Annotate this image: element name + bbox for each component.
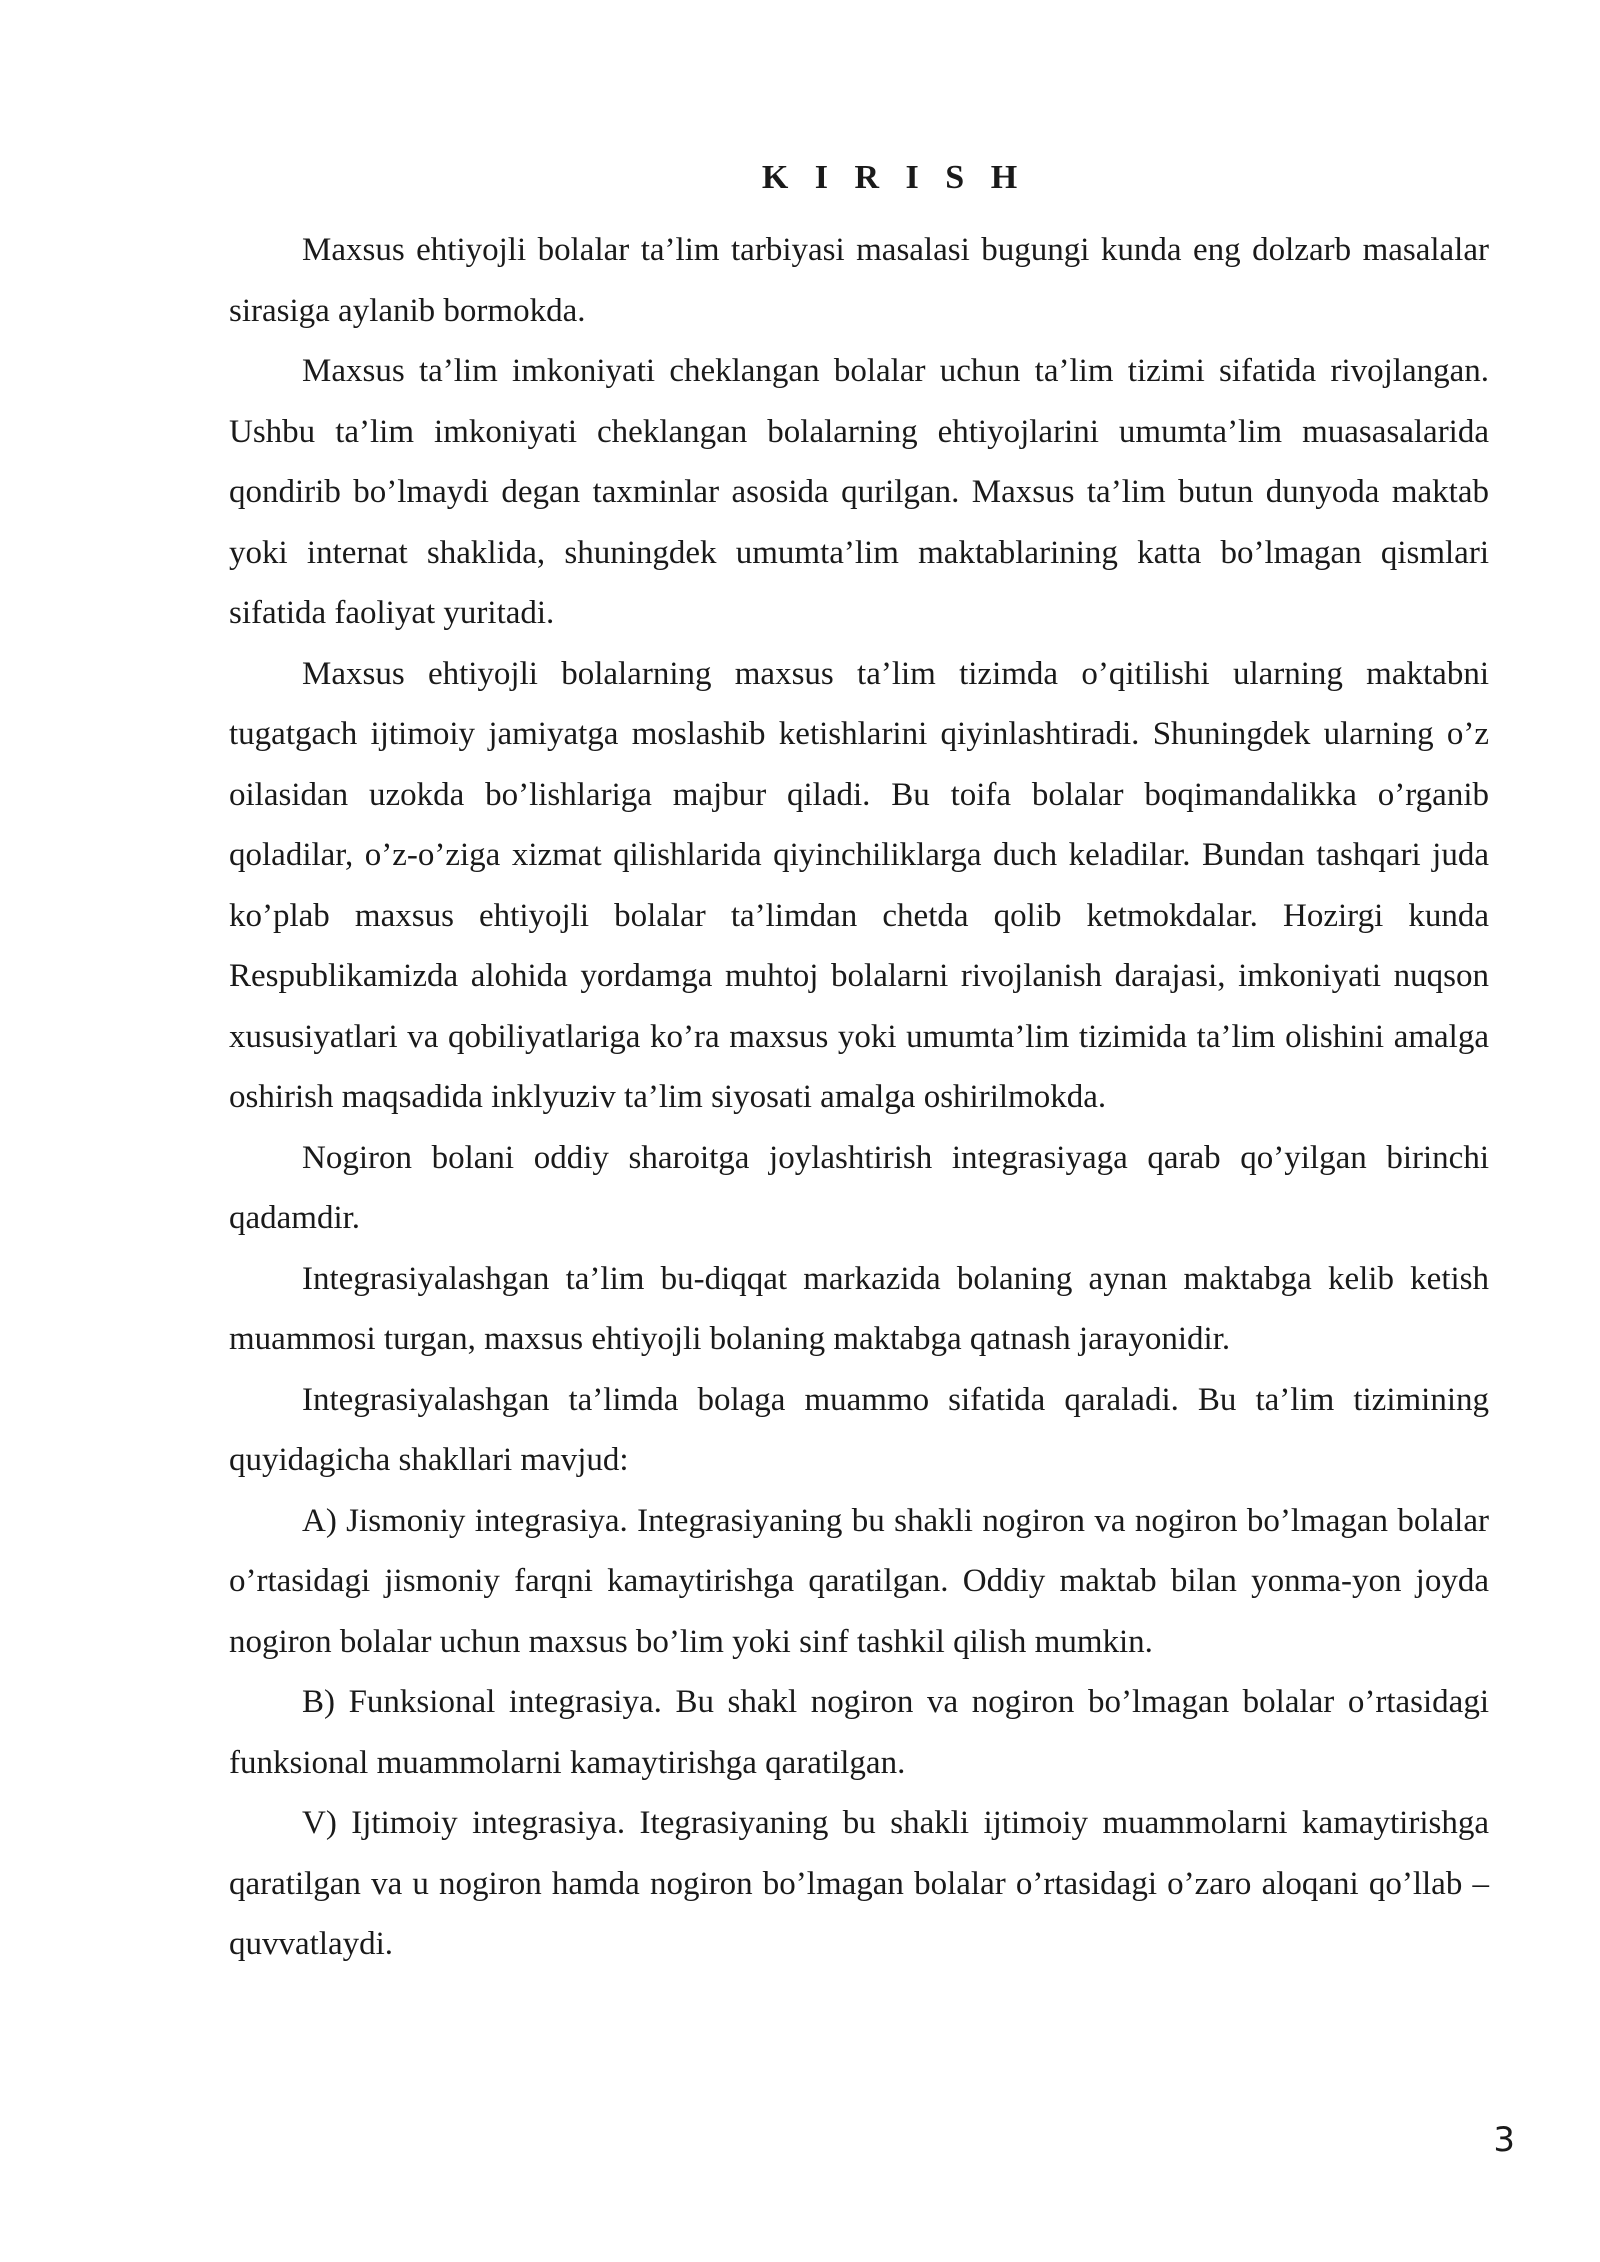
- paragraph-functional-integration: B) Funksional integrasiya. Bu shakl nogiron va nogiron bo’lmagan bolalar o’rtasidagi funksional muammolarni kamaytirishga qaratilgan.: [229, 1684, 1489, 1781]
- paragraph-special-education: Maxsus ta’lim imkoniyati cheklangan bolalar uchun ta’lim tizimi sifatida rivojlangan. Ushbu ta’lim imkoniyati cheklangan bolalarning ehtiyojlarini umumta’lim muasasalarida qondirib bo’lmaydi degan taxminlar asosida qurilgan. Maxsus ta’lim butun dunyoda maktab yoki internat shaklida, shuningdek umumta’lim maktablarining katta bo’lmagan qismlari sifatida faoliyat yuritadi.: [229, 353, 1489, 631]
- paragraph-integrated-education: Integrasiyalashgan ta’lim bu-diqqat markazida bolaning aynan maktabga kelib ketish muammosi turgan, maxsus ehtiyojli bolaning maktabga qatnash jarayonidir.: [229, 1260, 1489, 1357]
- page-number: 3: [1493, 2120, 1515, 2160]
- page-title: K I R I S H: [761, 159, 1027, 196]
- paragraph-physical-integration: A) Jismoniy integrasiya. Integrasiyaning bu shakli nogiron va nogiron bo’lmagan bolalar o’rtasidagi jismoniy farqni kamaytirishga qaratilgan. Oddiy maktab bilan yonma-yon joyda nogiron bolalar uchun maxsus bo’lim yoki sinf tashkil qilish mumkin.: [229, 1502, 1489, 1660]
- paragraph-first-step: Nogiron bolani oddiy sharoitga joylashtirish integrasiyaga qarab qo’yilgan birinchi qadamdir.: [229, 1139, 1489, 1236]
- paragraph-intro: Maxsus ehtiyojli bolalar ta’lim tarbiyasi masalasi bugungi kunda eng dolzarb masalalar sirasiga aylanib bormokda.: [229, 232, 1489, 329]
- paragraph-forms: Integrasiyalashgan ta’limda bolaga muammo sifatida qaraladi. Bu ta’lim tizimining quyidagicha shakllari mavjud:: [229, 1381, 1489, 1478]
- page-body: [229, 148, 1489, 1975]
- paragraph-special-needs: Maxsus ehtiyojli bolalarning maxsus ta’lim tizimda o’qitilishi ularning maktabni tugatgach ijtimoiy jamiyatga moslashib ketishlarini qiyinlashtiradi. Shuningdek ularning o’z oilasidan uzokda bo’lishlariga majbur qiladi. Bu toifa bolalar boqimandalikka o’rganib qoladilar, o’z-o’ziga xizmat qilishlarida qiyinchiliklarga duch keladilar. Bundan tashqari juda ko’plab maxsus ehtiyojli bolalar ta’limdan chetda qolib ketmokdalar. Hozirgi kunda Respublikamizda alohida yordamga muhtoj bolalarni rivojlanish darajasi, imkoniyati nuqson xususiyatlari va qobiliyatlariga ko’ra maxsus yoki umumta’lim tizimida ta’lim olishini amalga oshirish maqsadida inklyuziv ta’lim siyosati amalga oshirilmokda.: [229, 655, 1489, 1115]
- paragraph-social-integration: V) Ijtimoiy integrasiya. Itegrasiyaning bu shakli ijtimoiy muammolarni kamaytirishga qaratilgan va u nogiron hamda nogiron bo’lmagan bolalar o’rtasidagi o’zaro aloqani qo’llab – quvvatlaydi.: [229, 1805, 1489, 1962]
